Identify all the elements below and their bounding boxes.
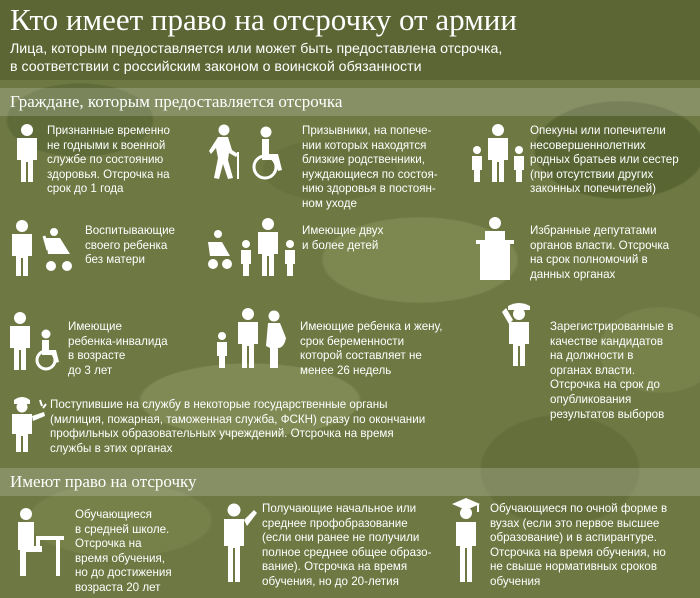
section-entitled-title: Имеют право на отсрочку xyxy=(10,472,197,491)
item-school-students: Обучающиеся в средней школе. Отсрочка на время обучения, но до достижения возраста 20 лет xyxy=(75,508,172,594)
family-pregnant-icon xyxy=(212,308,292,370)
section-entitled-header xyxy=(0,468,700,496)
man-icon xyxy=(12,124,42,184)
item-state-service: Поступившие на службу в некоторые государственные органы (милиция, пожарная, таможенная служба, ФСКН) сразу по окончании профильных образовательных учреждений. Отсрочка на время службы в этих органах xyxy=(50,398,426,455)
guardian-children-icon xyxy=(470,124,526,182)
podium-icon xyxy=(470,216,520,280)
subtitle-line: в соответствии с российским законом о воинской обязанности xyxy=(10,59,422,75)
father-two-children-icon xyxy=(206,218,298,278)
teacher-icon xyxy=(218,502,258,582)
item-candidates: Зарегистрированные в качестве кандидатов на должности в органах власти. Отсрочка на срок до опубликования результатов выборов xyxy=(550,320,674,421)
item-caregivers: Призывники, на попече- нии которых находятся близкие родственники, нуждающиеся по состоя- нию здоровья в постоян- ном уходе xyxy=(302,124,438,210)
father-stroller-icon xyxy=(10,220,76,276)
student-desk-icon xyxy=(14,506,66,578)
elderly-wheelchair-icon xyxy=(208,124,288,180)
page-subtitle xyxy=(10,40,690,76)
item-disabled-child: Имеющие ребенка-инвалида в возрасте до 3 лет xyxy=(68,320,168,377)
subtitle-line: Лица, которым предоставляется или может быть предоставлена отсрочка, xyxy=(10,41,503,57)
item-deputies: Избранные депутатами органов власти. Отсрочка на срок полномочий в данных органах xyxy=(530,224,670,281)
saluting-officer-icon xyxy=(494,302,544,366)
item-guardians: Опекуны или попечители несовершеннолетних родных братьев или сестер (при отсутствии других законных попечителей) xyxy=(530,124,679,196)
firefighter-icon xyxy=(6,394,48,452)
header xyxy=(0,0,700,80)
father-disabled-child-icon xyxy=(8,312,66,372)
page-title: Кто имеет право на отсрочку от армии xyxy=(10,2,517,37)
item-two-or-more-children: Имеющие двух и более детей xyxy=(302,224,384,252)
section-granted-title: Граждане, которым предоставляется отсрочка xyxy=(10,92,343,111)
item-pregnant-wife: Имеющие ребенка и жену, срок беременности которой составляет не менее 26 недель xyxy=(300,320,443,377)
section-granted-header xyxy=(0,88,700,116)
item-temporarily-unfit: Признанные временно не годными к военной службе по состоянию здоровья. Отсрочка на срок до 1 года xyxy=(47,124,170,196)
item-university-students: Обучающиеся по очной форме в вузах (если это первое высшее образование) и в аспирантуре. Отсрочка на время обучения, но не свыше нормативных сроков обучения xyxy=(490,502,668,588)
graduate-icon xyxy=(448,498,484,582)
item-vocational-students: Получающие начальное или среднее профобразование (если они ранее не получили полное среднее общее образо- вание). Отсрочка на время обучения, но до 20-летия xyxy=(262,502,432,588)
item-single-fathers: Воспитывающие своего ребенка без матери xyxy=(85,224,176,267)
